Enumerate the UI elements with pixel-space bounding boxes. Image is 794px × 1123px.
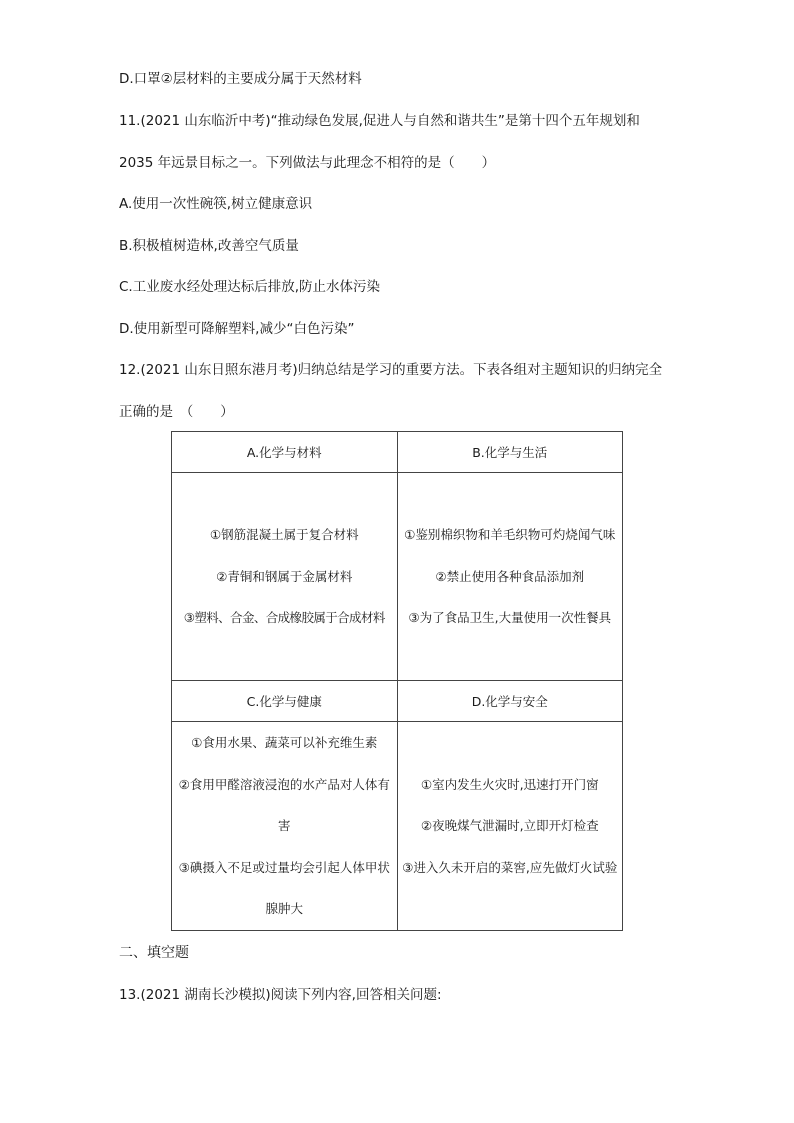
q11-stem-line-1: 11.(2021 山东临沂中考)“推动绿色发展,促进人与自然和谐共生”是第十四个五年规划和 — [119, 113, 640, 129]
q11-option-b: B.积极植树造林,改善空气质量 — [119, 238, 299, 254]
option-b-item-2: ②禁止使用各种食品添加剂 — [435, 568, 585, 584]
q11-stem-line-2: 2035 年远景目标之一。下列做法与此理念不相符的是（ ） — [119, 155, 496, 171]
q11-option-a: A.使用一次性碗筷,树立健康意识 — [119, 196, 313, 212]
table-row — [172, 722, 623, 931]
option-a-header: A.化学与材料 — [172, 432, 398, 473]
option-b-item-1: ①鉴别棉织物和羊毛织物可灼烧闻气味 — [404, 527, 616, 543]
option-b-body — [397, 473, 623, 681]
option-d-item-3: ③进入久未开启的菜窖,应先做灯火试验 — [402, 859, 618, 875]
option-d-body — [397, 722, 623, 931]
option-d-item-2: ②夜晚煤气泄漏时,立即开灯检查 — [420, 818, 599, 833]
option-d-header: D.化学与安全 — [397, 681, 623, 722]
q12-options-table — [171, 431, 623, 931]
table-row — [172, 681, 623, 722]
q11-option-c: C.工业废水经处理达标后排放,防止水体污染 — [119, 279, 381, 295]
option-c-item-3: ③碘摄入不足或过量均会引起人体甲状腺肿大 — [178, 859, 390, 916]
option-c-body — [172, 722, 398, 931]
option-c-item-2: ②食用甲醛溶液浸泡的水产品对人体有害 — [178, 776, 390, 833]
table-row — [172, 432, 623, 473]
q12-stem-line-1: 12.(2021 山东日照东港月考)归纳总结是学习的重要方法。下表各组对主题知识的归纳完全 — [119, 362, 663, 378]
table-row — [172, 473, 623, 681]
q10-option-d: D.口罩②层材料的主要成分属于天然材料 — [119, 71, 362, 87]
option-c-item-1: ①食用水果、蔬菜可以补充维生素 — [191, 735, 378, 750]
q11-option-d: D.使用新型可降解塑料,减少“白色污染” — [119, 321, 355, 337]
q13-stem: 13.(2021 湖南长沙模拟)阅读下列内容,回答相关问题: — [119, 987, 442, 1003]
section-heading-fill-in: 二、填空题 — [119, 945, 189, 961]
option-b-item-3: ③为了食品卫生,大量使用一次性餐具 — [408, 610, 612, 626]
option-a-item-1: ①钢筋混凝土属于复合材料 — [209, 527, 359, 543]
option-a-item-2: ②青铜和钢属于金属材料 — [216, 568, 353, 584]
option-b-header: B.化学与生活 — [397, 432, 623, 473]
option-a-body — [172, 473, 398, 681]
option-c-header: C.化学与健康 — [172, 681, 398, 722]
option-d-item-1: ①室内发生火灾时,迅速打开门窗 — [420, 776, 599, 792]
option-a-item-3: ③塑料、合金、合成橡胶属于合成材料 — [183, 610, 385, 626]
q12-stem-line-2: 正确的是 （ ） — [119, 404, 234, 420]
